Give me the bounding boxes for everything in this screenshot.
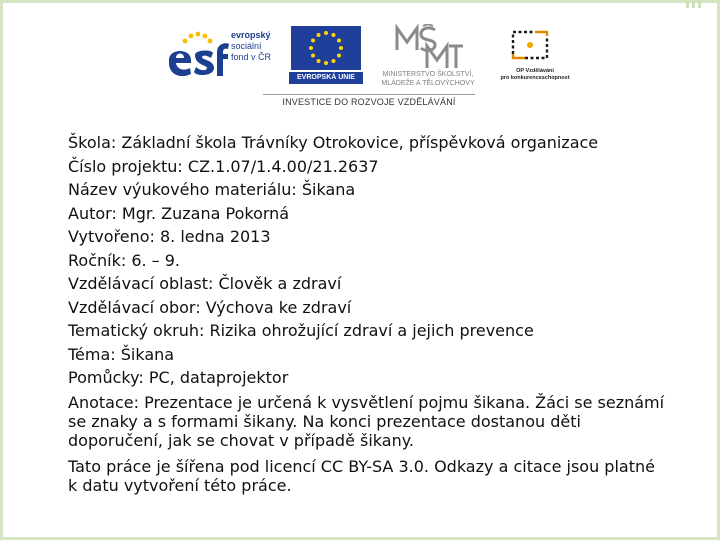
op-logo	[495, 24, 575, 94]
eu-logo	[289, 24, 363, 84]
msmt-logo-text	[365, 70, 491, 88]
slide-content	[68, 131, 668, 495]
op-logo-mark	[507, 24, 557, 64]
esf-logo-text	[231, 30, 271, 63]
license-paragraph: Tato práce je šířena pod licencí CC BY-SA 3.0. Odkazy a citace jsou platné k datu vytvoření této práce.	[68, 456, 655, 495]
op-line-1: OP Vzdělávání	[516, 68, 554, 74]
info-project-number: Číslo projektu: CZ.1.07/1.4.00/21.2637	[68, 156, 379, 176]
frame-decoration	[686, 0, 706, 8]
logo-divider	[263, 94, 475, 95]
eu-logo-caption: EVROPSKÁ UNIE	[289, 72, 363, 84]
info-school: Škola: Základní škola Trávníky Otrokovice, příspěvková organizace	[68, 133, 599, 152]
info-topic-area: Tematický okruh: Rizika ohrožující zdraví a jejich prevence	[68, 321, 534, 340]
info-education-area: Vzdělávací oblast: Člověk a zdraví	[68, 274, 342, 293]
logo-banner	[165, 22, 575, 112]
info-grade: Ročník: 6. – 9.	[68, 250, 181, 270]
info-tools: Pomůcky: PC, dataprojektor	[68, 368, 289, 387]
info-created: Vytvořeno: 8. ledna 2013	[68, 227, 271, 246]
msmt-logo	[365, 24, 491, 94]
msmt-line-1: MINISTERSTVO ŠKOLSTVÍ,	[382, 71, 474, 78]
annotation-paragraph: Anotace: Prezentace je určená k vysvětlení pojmu šikana. Žáci se seznámí se znaky a s formami šikany. Na konci prezentace dostanou děti doporučení, jak se chovat v případě šikany.	[68, 392, 665, 450]
info-material-name: Název výukového materiálu: Šikana	[68, 180, 356, 199]
esf-logo	[165, 24, 283, 84]
esf-line-2: sociální	[231, 41, 262, 51]
investice-tagline: INVESTICE DO ROZVOJE VZDĚLÁVÁNÍ	[282, 97, 456, 107]
msmt-line-2: MLÁDEŽE A TĚLOVÝCHOVY	[381, 80, 475, 87]
info-education-field: Vzdělávací obor: Výchova ke zdraví	[68, 297, 352, 317]
info-theme: Téma: Šikana	[68, 344, 175, 364]
op-logo-text	[495, 68, 575, 82]
esf-line-3: fond v ČR	[231, 52, 272, 62]
msmt-logo-mark	[393, 24, 463, 70]
info-author: Autor: Mgr. Zuzana Pokorná	[68, 203, 290, 223]
op-line-2: pro konkurenceschopnost	[500, 75, 570, 81]
eu-flag-icon	[291, 26, 361, 70]
esf-line-1: evropský	[231, 30, 271, 40]
esf-logo-mark	[165, 30, 229, 80]
